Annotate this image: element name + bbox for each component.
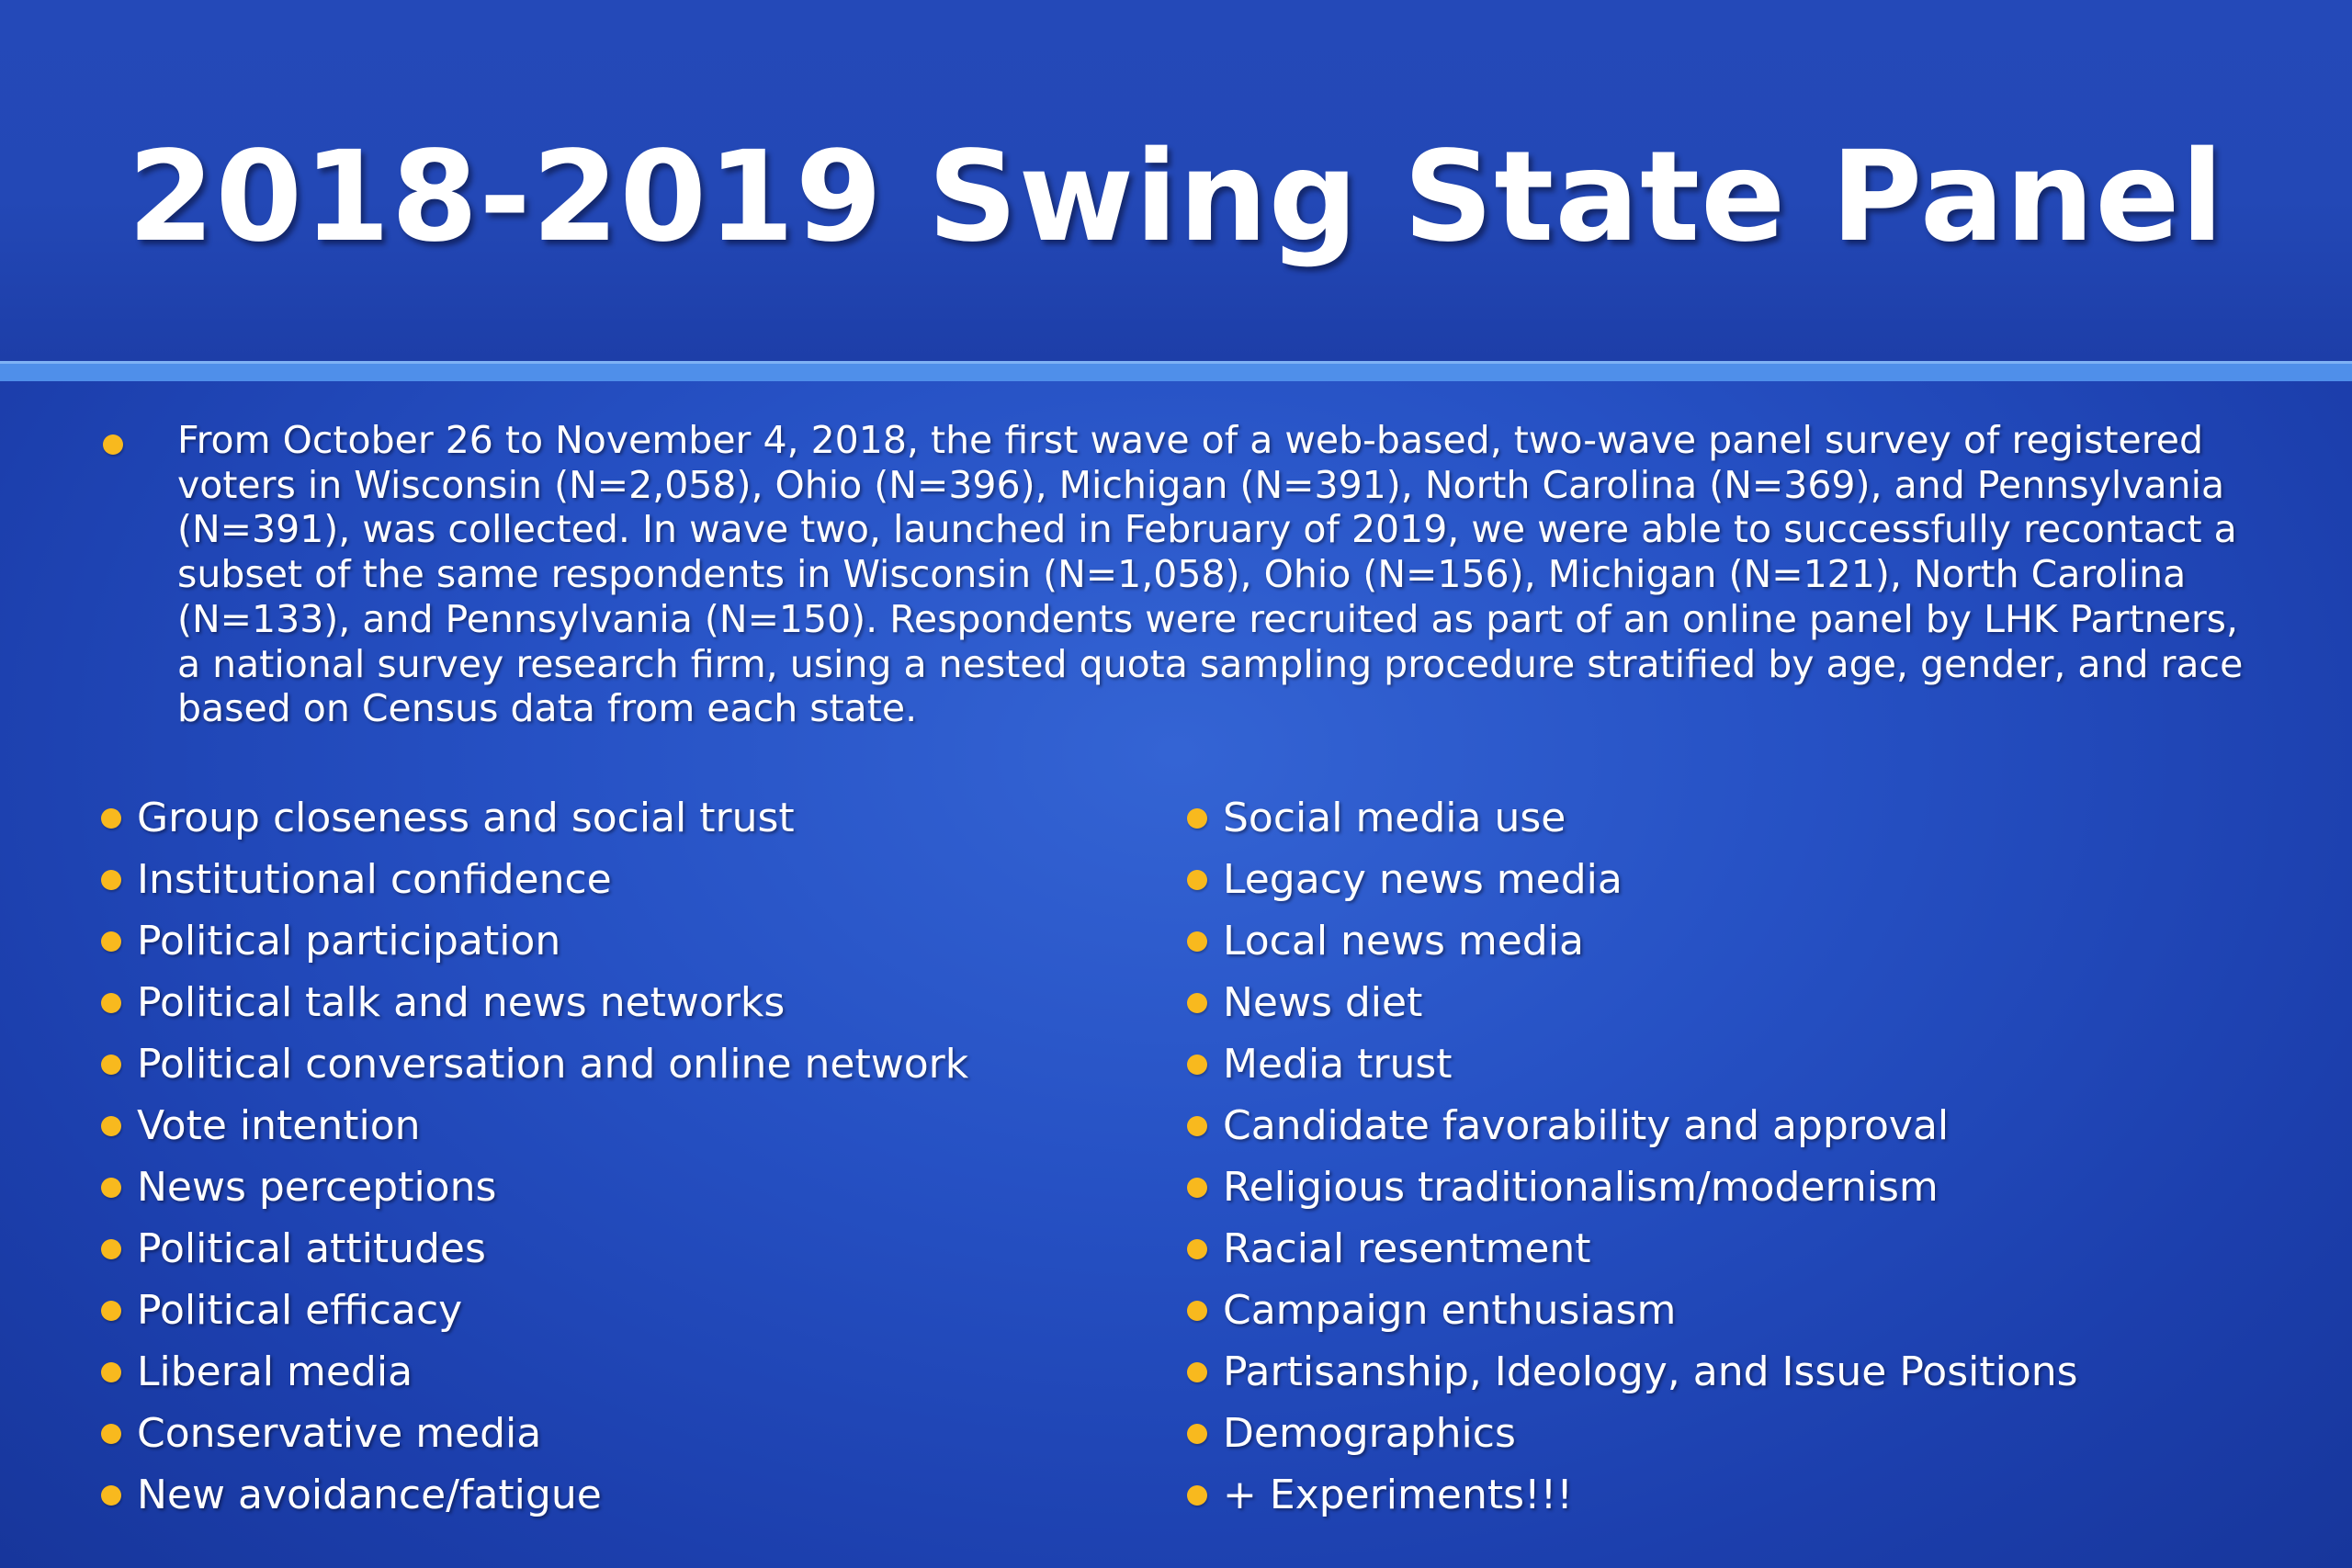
survey-description: From October 26 to November 4, 2018, the first wave of a web-based, two-wave panel survey of registered voters in Wisconsin (N=2,058), Ohio (N=396), Michigan (N=391), North Carolina (N=369), and Pennsylvania (N=391), was collected. In wave two, launched in February of 2019, we were able to successfully recontact a subset of the same respondents in Wisconsin (N=1,058), Ohio (N=156), Michigan (N=121), North Carolina (N=133), and Pennsylvania (N=150). Respondents were recruited as part of an online panel by LHK Partners, a national survey research firm, using a nested quota sampling procedure stratified by age, gender, and race based on Census data from each state. — [177, 418, 2244, 731]
list-item — [1187, 1280, 2290, 1341]
list-item-label: + Experiments!!! — [1223, 1472, 1573, 1518]
bullet-dot-icon — [1187, 870, 1207, 890]
topic-list-left — [101, 787, 1158, 1526]
list-item-label: Political participation — [137, 918, 561, 964]
list-item — [1187, 1218, 2290, 1280]
bullet-dot-icon — [1187, 1301, 1207, 1321]
list-item — [101, 1156, 1158, 1218]
bullet-dot-icon — [101, 1116, 121, 1136]
topic-list-right — [1187, 787, 2290, 1526]
list-item-label: Media trust — [1223, 1041, 1453, 1088]
list-item — [101, 787, 1158, 849]
list-item-label: Institutional confidence — [137, 856, 612, 903]
list-item — [1187, 1156, 2290, 1218]
list-item-label: New avoidance/fatigue — [137, 1472, 602, 1518]
list-item — [1187, 787, 2290, 849]
bullet-dot-icon — [101, 931, 121, 952]
list-item-label: Legacy news media — [1223, 856, 1623, 903]
bullet-dot-icon — [1187, 993, 1207, 1013]
bullet-dot-icon — [103, 434, 123, 455]
bullet-dot-icon — [101, 1239, 121, 1259]
bullet-dot-icon — [1187, 1362, 1207, 1382]
list-item — [101, 1280, 1158, 1341]
list-item-label: Local news media — [1223, 918, 1584, 964]
list-item — [1187, 1464, 2290, 1526]
bullet-dot-icon — [101, 1424, 121, 1444]
list-item-label: Political conversation and online network — [137, 1041, 969, 1088]
list-item-label: Group closeness and social trust — [137, 795, 795, 841]
list-item-label: News perceptions — [137, 1164, 497, 1211]
bullet-dot-icon — [101, 1301, 121, 1321]
bullet-dot-icon — [101, 993, 121, 1013]
list-item-label: Religious traditionalism/modernism — [1223, 1164, 1939, 1211]
list-item — [101, 1341, 1158, 1403]
slide-content — [0, 381, 2352, 1568]
bullet-dot-icon — [101, 1055, 121, 1075]
list-item — [101, 910, 1158, 972]
bullet-dot-icon — [101, 870, 121, 890]
list-item-label: Conservative media — [137, 1410, 542, 1457]
list-item-label: Vote intention — [137, 1102, 421, 1149]
bullet-dot-icon — [1187, 1424, 1207, 1444]
list-item — [1187, 1033, 2290, 1095]
list-item-label: Political attitudes — [137, 1225, 486, 1272]
title-divider — [0, 361, 2352, 381]
bullet-dot-icon — [1187, 931, 1207, 952]
list-item — [101, 1095, 1158, 1156]
list-item-label: Campaign enthusiasm — [1223, 1287, 1677, 1334]
list-item — [101, 1403, 1158, 1464]
list-item-label: Demographics — [1223, 1410, 1516, 1457]
list-item — [1187, 849, 2290, 910]
slide-title: 2018-2019 Swing State Panel — [127, 125, 2225, 270]
list-item — [1187, 1403, 2290, 1464]
bullet-dot-icon — [1187, 1116, 1207, 1136]
list-item — [101, 1218, 1158, 1280]
bullet-dot-icon — [1187, 1055, 1207, 1075]
list-item-label: Partisanship, Ideology, and Issue Positions — [1223, 1348, 2078, 1395]
list-item — [1187, 972, 2290, 1033]
list-item-label: Social media use — [1223, 795, 1566, 841]
list-item — [1187, 1095, 2290, 1156]
list-item-label: Racial resentment — [1223, 1225, 1591, 1272]
bullet-dot-icon — [1187, 1239, 1207, 1259]
list-item-label: Political efficacy — [137, 1287, 463, 1334]
list-item-label: News diet — [1223, 979, 1423, 1026]
title-band — [0, 0, 2352, 361]
bullet-dot-icon — [1187, 808, 1207, 829]
bullet-dot-icon — [101, 1178, 121, 1198]
list-item — [101, 1033, 1158, 1095]
list-item — [1187, 1341, 2290, 1403]
list-item-label: Political talk and news networks — [137, 979, 786, 1026]
list-item — [101, 1464, 1158, 1526]
list-item — [101, 849, 1158, 910]
list-item-label: Candidate favorability and approval — [1223, 1102, 1950, 1149]
bullet-dot-icon — [1187, 1485, 1207, 1506]
list-item-label: Liberal media — [137, 1348, 413, 1395]
bullet-dot-icon — [101, 1485, 121, 1506]
list-item — [1187, 910, 2290, 972]
bullet-dot-icon — [101, 808, 121, 829]
list-item — [101, 972, 1158, 1033]
bullet-dot-icon — [101, 1362, 121, 1382]
bullet-dot-icon — [1187, 1178, 1207, 1198]
